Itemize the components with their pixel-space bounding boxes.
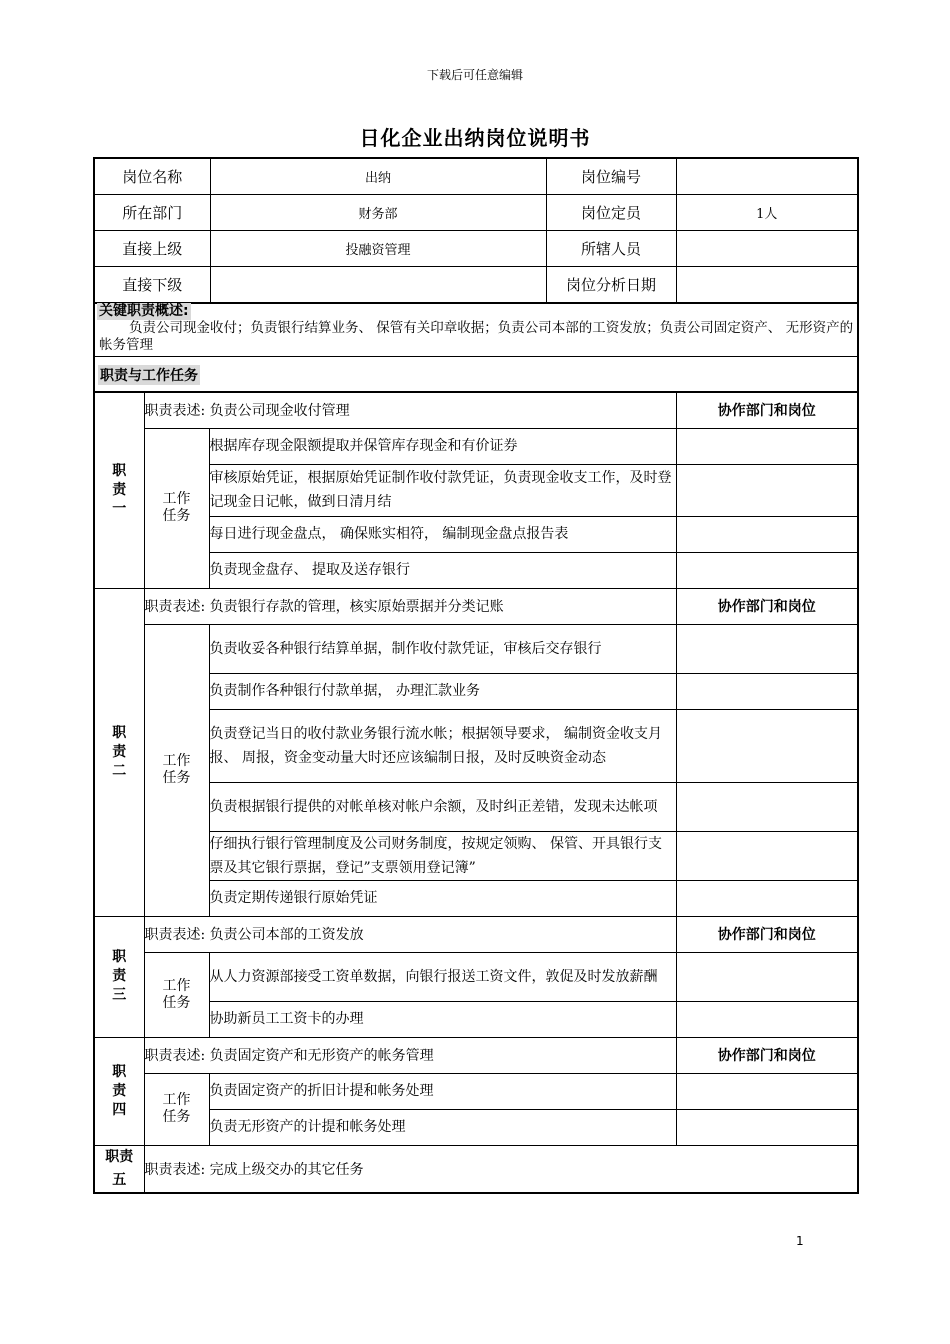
key-duties-summary: [93, 302, 859, 357]
task-text: 负责无形资产的计提和帐务处理: [209, 1109, 676, 1145]
duty-statement: 职责表述: 负责公司现金收付管理: [144, 392, 676, 428]
duty-label-text: 职责一: [112, 462, 127, 517]
info-label: 所辖人员: [546, 231, 676, 267]
task-text: 协助新员工工资卡的办理: [209, 1001, 676, 1037]
task-text: 负责登记当日的收付款业务银行流水帐；根据领导要求， 编制资金收支月报、 周报，资金变动量大时还应该编制日报，及时反映资金动态: [209, 709, 676, 782]
duty-label: [94, 1037, 144, 1145]
summary-label: 关键职责概述:: [99, 303, 189, 319]
task-text: 负责定期传递银行原始凭证: [209, 880, 676, 916]
info-label: 直接上级: [94, 231, 210, 267]
task-row: [94, 552, 858, 588]
task-row: [94, 782, 858, 831]
info-value: 出纳: [210, 158, 546, 195]
task-row: [94, 464, 858, 516]
task-label: [144, 624, 209, 916]
task-text: 审核原始凭证，根据原始凭证制作收付款凭证，负责现金收支工作，及时登记现金日记帐，做到日清月结: [209, 464, 676, 516]
coop-cell: [676, 782, 858, 831]
coop-cell: [676, 673, 858, 709]
duty-statement-row: [94, 392, 858, 428]
coop-cell: [676, 428, 858, 464]
coop-cell: [676, 516, 858, 552]
duties-table: [93, 391, 859, 1194]
document-title: 日化企业出纳岗位说明书: [359, 126, 591, 150]
info-value: 财务部: [210, 195, 546, 231]
coop-cell: [676, 952, 858, 1001]
section-title: 职责与工作任务: [98, 365, 200, 385]
task-text: 负责制作各种银行付款单据， 办理汇款业务: [209, 673, 676, 709]
task-text: 负责现金盘存、 提取及送存银行: [209, 552, 676, 588]
task-text: 每日进行现金盘点， 确保账实相符， 编制现金盘点报告表: [209, 516, 676, 552]
coop-cell: [676, 624, 858, 673]
coop-header: 协作部门和岗位: [676, 1037, 858, 1073]
task-row: [94, 880, 858, 916]
info-value: [210, 267, 546, 304]
duty-label: [94, 588, 144, 916]
task-row: [94, 624, 858, 673]
summary-text: 负责公司现金收付；负责银行结算业务、 保管有关印章收据；负责公司本部的工资发放；负责公司固定资产、 无形资产的帐务管理: [99, 320, 854, 353]
coop-header: 协作部门和岗位: [676, 916, 858, 952]
task-label: [144, 428, 209, 588]
duty-statement-row: [94, 1145, 858, 1193]
task-text: 负责固定资产的折旧计提和帐务处理: [209, 1073, 676, 1109]
duty-label-text: 职责五: [105, 1148, 134, 1188]
duty-statement: 职责表述: 负责固定资产和无形资产的帐务管理: [144, 1037, 676, 1073]
task-label: [144, 1073, 209, 1145]
info-row: [94, 231, 858, 267]
info-value: [676, 267, 858, 304]
duty-statement: 职责表述: 负责公司本部的工资发放: [144, 916, 676, 952]
info-row: [94, 267, 858, 304]
task-row: [94, 673, 858, 709]
task-text: 负责收妥各种银行结算单据，制作收付款凭证，审核后交存银行: [209, 624, 676, 673]
header-note: 下载后可任意编辑: [426, 68, 523, 82]
info-value: 1人: [676, 195, 858, 231]
info-label: 岗位分析日期: [546, 267, 676, 304]
coop-cell: [676, 880, 858, 916]
duty-label: [94, 392, 144, 588]
task-row: [94, 1001, 858, 1037]
info-value: [676, 231, 858, 267]
task-text: 根据库存现金限额提取并保管库存现金和有价证券: [209, 428, 676, 464]
position-info-table: [93, 157, 859, 304]
task-text: 负责根据银行提供的对帐单核对帐户余额，及时纠正差错，发现未达帐项: [209, 782, 676, 831]
task-label-text: 工作任务: [162, 977, 191, 1011]
duty-label-text: 职责四: [112, 1063, 127, 1118]
task-row: [94, 1109, 858, 1145]
duty-statement: 职责表述: 完成上级交办的其它任务: [144, 1145, 858, 1193]
coop-cell: [676, 464, 858, 516]
coop-cell: [676, 1109, 858, 1145]
coop-cell: [676, 831, 858, 880]
info-label: 直接下级: [94, 267, 210, 304]
info-value: 投融资管理: [210, 231, 546, 267]
page-number: 1: [796, 1234, 804, 1248]
info-value: [676, 158, 858, 195]
task-row: [94, 1073, 858, 1109]
duty-statement-row: [94, 1037, 858, 1073]
duty-label: [94, 1145, 144, 1193]
task-label: [144, 952, 209, 1037]
info-label: 岗位编号: [546, 158, 676, 195]
task-row: [94, 709, 858, 782]
task-label-text: 工作任务: [162, 753, 191, 786]
duty-statement-row: [94, 588, 858, 624]
info-label: 岗位名称: [94, 158, 210, 195]
section-header: [93, 356, 859, 392]
coop-header: 协作部门和岗位: [676, 392, 858, 428]
duty-label-text: 职责三: [112, 949, 127, 1003]
task-label-text: 工作任务: [162, 491, 191, 524]
task-text: 从人力资源部接受工资单数据，向银行报送工资文件，敦促及时发放薪酬: [209, 952, 676, 1001]
task-row: [94, 516, 858, 552]
info-label: 岗位定员: [546, 195, 676, 231]
coop-cell: [676, 1073, 858, 1109]
info-row: [94, 195, 858, 231]
task-text: 仔细执行银行管理制度及公司财务制度，按规定领购、 保管、开具银行支票及其它银行票据，登记”支票领用登记簿”: [209, 831, 676, 880]
info-label: 所在部门: [94, 195, 210, 231]
task-row: [94, 831, 858, 880]
info-row: [94, 158, 858, 195]
task-label-text: 工作任务: [162, 1092, 191, 1125]
task-row: [94, 428, 858, 464]
coop-cell: [676, 709, 858, 782]
coop-header: 协作部门和岗位: [676, 588, 858, 624]
task-row: [94, 952, 858, 1001]
duty-label: [94, 916, 144, 1037]
duty-label-text: 职责二: [112, 724, 127, 779]
coop-cell: [676, 1001, 858, 1037]
coop-cell: [676, 552, 858, 588]
duty-statement: 职责表述: 负责银行存款的管理，核实原始票据并分类记账: [144, 588, 676, 624]
duty-statement-row: [94, 916, 858, 952]
